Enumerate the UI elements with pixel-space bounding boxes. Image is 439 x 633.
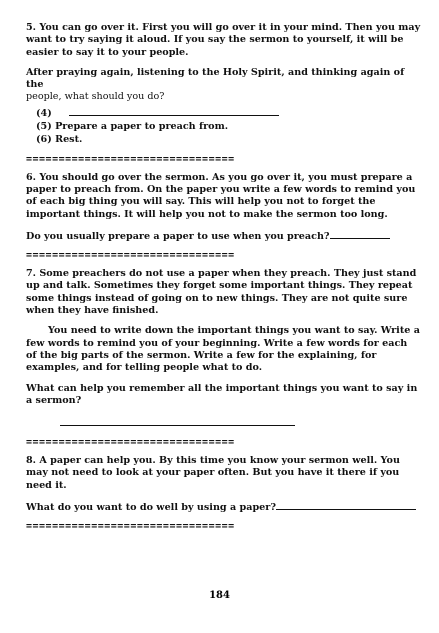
section-8 [26, 455, 421, 492]
section-6-question-text [26, 229, 421, 243]
answer-blank-4[interactable] [69, 106, 279, 116]
section-5-question-line2: people, what should you do? [26, 91, 165, 103]
section-6 [26, 172, 421, 221]
answer-item-5: (5) Prepare a paper to preach from. [36, 121, 229, 133]
answer-blank-8[interactable] [276, 500, 416, 510]
answer-blank-7[interactable] [60, 416, 295, 426]
answer-item-4 [36, 106, 421, 120]
section-7b [26, 325, 421, 374]
section-8-question-text [26, 500, 421, 514]
separator-1: ================================ [26, 154, 235, 165]
answer-list [36, 106, 421, 147]
separator-2: ================================ [26, 251, 235, 262]
answer-item-6: (6) Rest. [36, 134, 83, 146]
section-8-question [26, 500, 421, 514]
section-7-paragraph-2: You need to write down the important things you want to say. Write a few words to remind you of your beginning. Write a few words for each of the big parts of the sermon. Write a few for the explaining, for examples, and for telling people what to do. [26, 325, 420, 374]
section-6-question-label: Do you usually prepare a paper to use when you preach? [26, 230, 330, 242]
page-number: 184 [209, 590, 230, 601]
item-4-label: (4) [36, 107, 52, 119]
section-5 [26, 22, 421, 59]
section-7-paragraph-1: 7. Some preachers do not use a paper when they preach. They just stand up and talk. Sometimes they forget some important things. They repeat some things instead of going on to new things. They are not quite sure when they have finished. [26, 268, 417, 317]
section-6-question [26, 229, 421, 243]
section-5-paragraph: 5. You can go over it. First you will go over it in your mind. Then you may want to try saying it aloud. If you say the sermon to yourself, it will be easier to say it to your people. [26, 22, 421, 58]
section-7-question-text: What can help you remember all the important things you want to say in a sermon? [26, 382, 418, 406]
separator-4: ================================ [26, 522, 235, 533]
section-7-question [26, 383, 421, 431]
answer-blank-6[interactable] [330, 229, 390, 239]
answer-line-7-wrap [60, 411, 421, 430]
section-5-question [26, 67, 421, 147]
section-5-question-line1: After praying again, listening to the Holy Spirit, and thinking again of the [26, 66, 405, 91]
section-6-paragraph: 6. You should go over the sermon. As you go over it, you must prepare a paper to preach from. On the paper you write a few words to remind you of each big thing you will say. This will help you not to forget the important things. It will help you not to make the sermon too long. [26, 171, 416, 220]
section-7 [26, 268, 421, 317]
section-8-paragraph: 8. A paper can help you. By this time you know your sermon well. You may not need to look at your paper often. But you have it there if you need it. [26, 455, 400, 491]
separator-3: ================================ [26, 438, 235, 449]
section-8-question-label: What do you want to do well by using a paper? [26, 502, 276, 514]
